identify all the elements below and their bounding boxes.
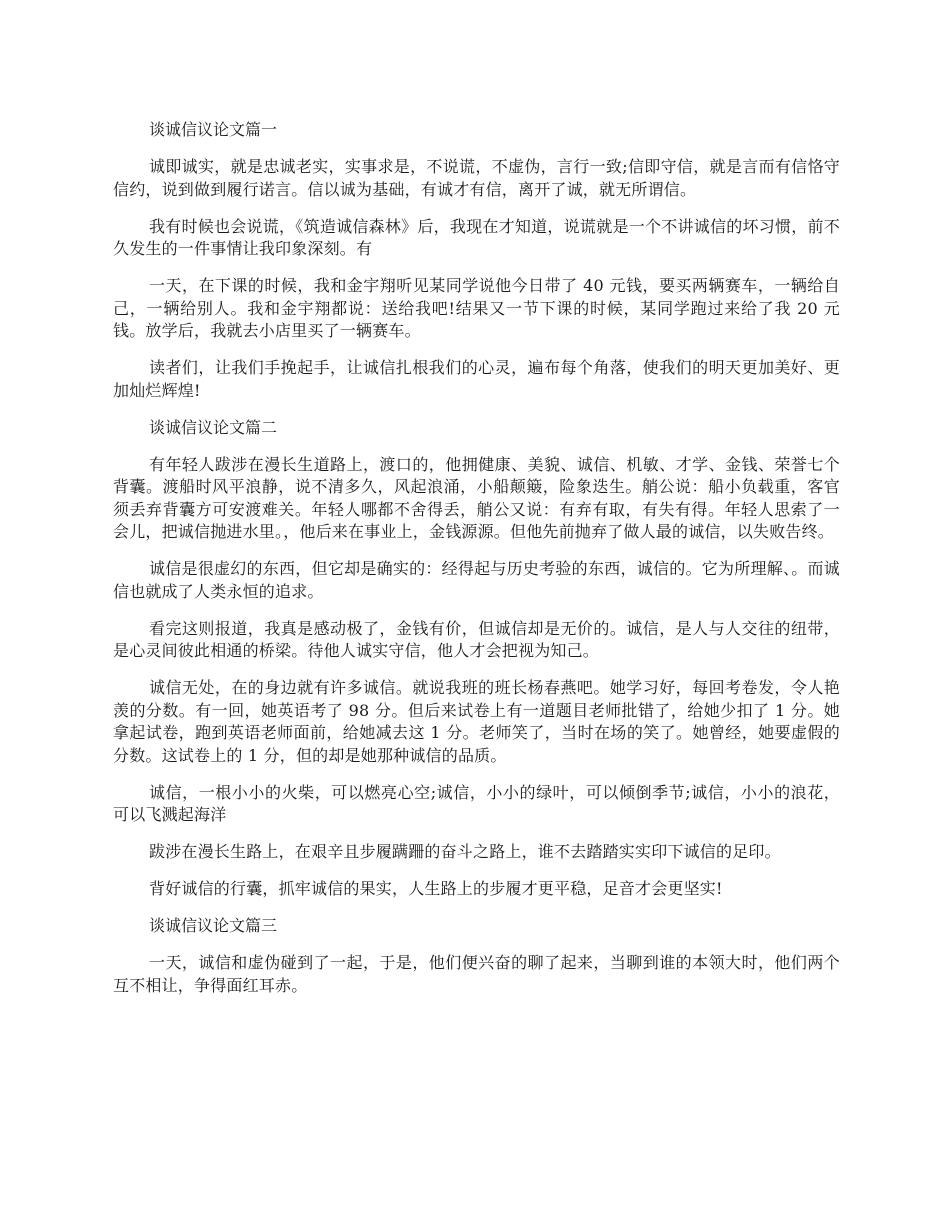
section-title: 谈诚信议论文篇三 (149, 916, 278, 935)
paragraph: 诚信是很虚幻的东西，但它却是确实的：经得起与历史考验的东西，诚信的。它为所理解、。而诚信也就成了人类永恒的追求。 (113, 559, 840, 601)
paragraph: 诚信无处，在的身边就有许多诚信。就说我班的班长杨春燕吧。她学习好，每回考卷发，令人艳羡的分数。有一回，她英语考了 98 分。但后来试卷上有一道题目老师批错了，给她少扣了 1 分。她拿起试卷，跑到英语老师面前，给她减去这 1 分。老师笑了，当时在场的笑了。她曾经，她要虚假的分数。这试卷上的 1 分，但的却是她那种诚信的品质。 (113, 678, 840, 765)
paragraph: 一天，诚信和虚伪碰到了一起，于是，他们便兴奋的聊了起来，当聊到谁的本领大时，他们两个互不相让，争得面红耳赤。 (113, 953, 840, 995)
document-body (113, 119, 840, 1012)
section-title: 谈诚信议论文篇二 (149, 417, 278, 437)
paragraph: 背好诚信的行囊，抓牢诚信的果实，人生路上的步履才更平稳，足音才会更坚实! (149, 879, 723, 898)
paragraph: 看完这则报道，我真是感动极了，金钱有价，但诚信却是无价的。诚信，是人与人交往的纽带，是心灵间彼此相通的桥梁。待他人诚实守信，他人才会把视为知己。 (113, 618, 840, 660)
paragraph: 读者们，让我们手挽起手，让诚信扎根我们的心灵，遍布每个角落，使我们的明天更加美好、更加灿烂辉煌! (113, 358, 840, 400)
paragraph: 我有时候也会说谎，《筑造诚信森林》后，我现在才知道，说谎就是一个不讲诚信的坏习惯，前不久发生的一件事情让我印象深刻。有 (113, 216, 840, 258)
paragraph: 跋涉在漫长生路上，在艰辛且步履蹒跚的奋斗之路上，谁不去踏踏实实印下诚信的足印。 (149, 842, 781, 861)
section-title: 谈诚信议论文篇一 (149, 120, 278, 139)
paragraph: 诚信，一根小小的火柴，可以燃亮心空;诚信，小小的绿叶，可以倾倒季节;诚信，小小的浪花，可以飞溅起海洋 (113, 782, 840, 824)
paragraph: 诚即诚实，就是忠诚老实，实事求是，不说谎，不虚伪，言行一致;信即守信，就是言而有信恪守信约，说到做到履行诺言。信以诚为基础，有诚才有信，离开了诚，就无所谓信。 (113, 157, 840, 199)
paragraph: 有年轻人跋涉在漫长生道路上，渡口的，他拥健康、美貌、诚信、机敏、才学、金钱、荣誉七个背囊。渡船时风平浪静，说不清多久，风起浪涌，小船颠簸，险象迭生。艄公说：船小负载重，客官须丢弃背囊方可安渡难关。年轻人哪都不舍得丢，艄公又说：有弃有取，有失有得。年轻人思索了一会儿，把诚信抛进水里。，他后来在事业上，金钱源源。但他先前抛弃了做人最的诚信，以失败告终。 (113, 454, 840, 541)
paragraph: 一天，在下课的时候，我和金宇翔听见某同学说他今日带了 40 元钱，要买两辆赛车，一辆给自己，一辆给别人。我和金宇翔都说：送给我吧!结果又一节下课的时候，某同学跑过来给了我 20 元钱。放学后，我就去小店里买了一辆赛车。 (113, 276, 840, 340)
